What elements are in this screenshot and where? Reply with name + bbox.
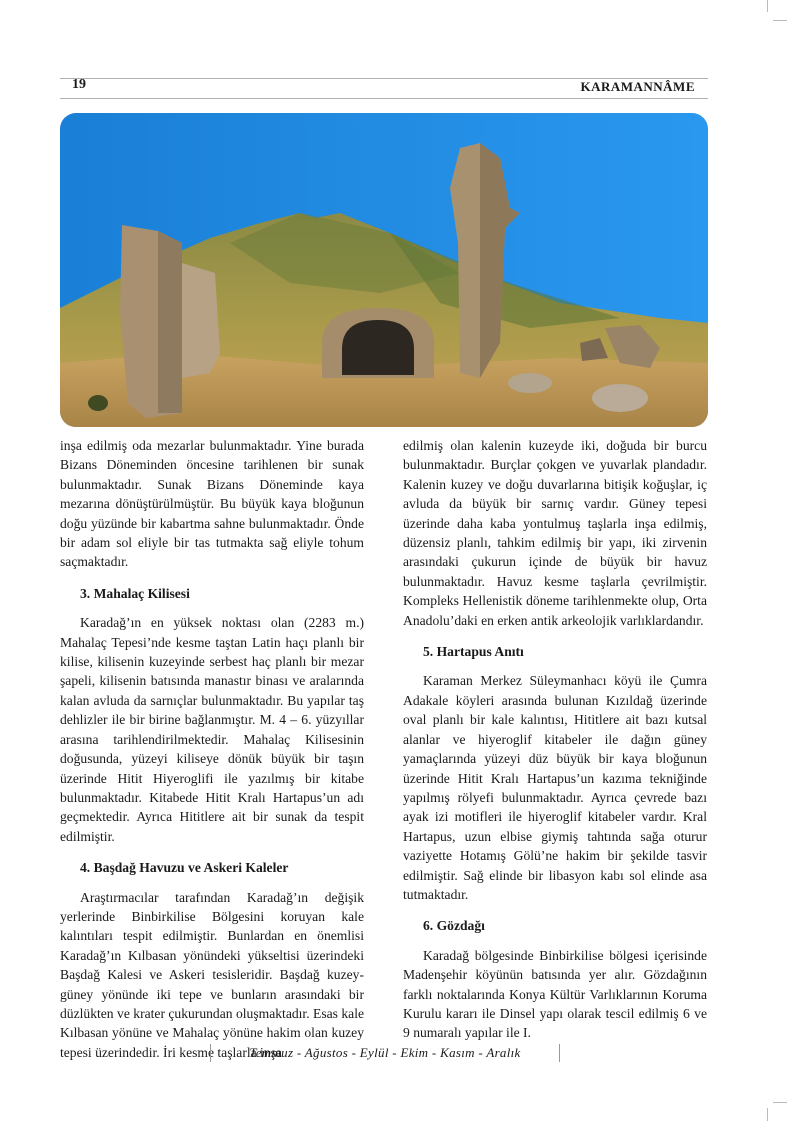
section-heading-4: 4. Başdağ Havuzu ve Askeri Kaleler: [80, 860, 289, 876]
paragraph-section-3: Karadağ’ın en yüksek noktası olan (2283 m.) Mahalaç Tepesi’nde kesme taştan Latin haçı planlı bir kilise, kilisenin kuzeyinde serbest haç planlı bir mezar şapeli, kilisenin batısında manastır binası ve aralarında kalan avluda da sarnıçlar bulunmaktadır. Bu yapılar taş dehlizler ile bir birine bağlanmıştır. M. 4 – 6. yüzyıllar arasına tarihlendirilmektedir. Mahalaç Kilisesinin doğusunda, yüzeyi kiliseye dönük büyük bir taşın üzerinde Hitit Hiyeroglifi ile yazılmış bir kitabe bulunmaktadır. Kitabede Hitit Kralı Hartapus’un adı geçmektedir. Ayrıca Hititlere ait bir sunak da tespit edilmiştir.: [60, 615, 364, 844]
section-heading-5: 5. Hartapus Anıtı: [423, 644, 524, 660]
section-heading-3: 3. Mahalaç Kilisesi: [80, 585, 190, 601]
crop-mark: [767, 1108, 768, 1121]
crop-mark: [767, 0, 768, 12]
ruins-landscape-photo-icon: [60, 113, 708, 427]
paragraph-section-6: Karadağ bölgesinde Binbirkilise bölgesi içerisinde Madenşehir köyünün batısında yer alır. Gözdağının farklı noktalarında Konya Kültür Varlıklarının Koruma Kurulu kararı ile Dinsel yapı olarak tescil edilmiş 6 ve 9 numaralı yapılar ile I.: [403, 947, 707, 1041]
paragraph-section-5: Karaman Merkez Süleymanhacı köyü ile Çumra Adakale köyleri arasında bulunan Kızıldağ üzerinde oval planlı bir kale kalıntısı, Hititlere ait bazı kutsal alanlar ve hiyeroglif kitabeler ile dağın güney yamaçlarında yüzeyi düz büyük bir kaya bloğunun üzerinde Hitit Kralı Hartapus’un kazıma tekniğinde yapılmış rölyefi bulunmaktadır. Ayrıca çevrede bazı ayak izi motifleri ile hiyeroglif kitabeler vardır. Kral Hartapus, uzun elbise giymiş tahtında sağa oturur vaziyette Hotamış Gölü’ne hakim bir şekilde tasvir edilmiştir. Sağ elinde bir libasyon kabı sol elinde asa tutmaktadır.: [403, 673, 707, 902]
left-column: [60, 436, 364, 1062]
paragraph-section-4-continued: edilmiş olan kalenin kuzeyde iki, doğuda bir burcu bulunmaktadır. Burçlar çokgen ve yuvarlak plandadır. Kalenin kuzey ve doğu duvarlarına bitişik koğuşlar, iç avluda da büyük bir sarnıç vardır. Güney tepesi üzerinde daha kaba yontulmuş taşlarla inşa edilmiş, düzensiz planlı, tahkim edilmiş bir yapı, iki zirvenin arasındaki çukurun içinde de büyük bir havuz bulunmaktadır. Havuz kesme taşlarla çevrilmiştir. Kompleks Hellenistik döneme tarihlenmekte olup, Orta Anadolu’daki en erken antik arkeolojik varlıklardandır.: [403, 438, 707, 628]
page-number: 19: [72, 77, 86, 92]
paragraph-section-4: Araştırmacılar tarafından Karadağ’ın değişik yerlerinde Binbirkilise Bölgesini koruyan kale kalıntıları tespit edilmiştir. Bunlardan en önemlisi Karadağ’ın Kılbasan yönündeki yükseltisi üzerindeki Başdağ Kalesi ve Askeri tesisleridir. Başdağ kuzey-güney yönünde iki tepe ve bunların arasındaki bir düzlükten ve krater çukurundan oluşmaktadır. Esas kale Kılbasan yönüne ve Mahalaç yönüne hakim olan kuzey tepesi üzerindedir. İri kesme taşlarla inşa: [60, 889, 364, 1060]
right-column: [403, 436, 707, 1043]
paragraph-intro: inşa edilmiş oda mezarlar bulunmaktadır. Yine burada Bizans Döneminden öncesine tarihlenen bir sunak bulunmaktadır. Sunak Bizans Döneminde kaya mezarına dönüştürülmüştür. Bu büyük kaya bloğunun doğu yüzünde bir kabartma sahne bulunmaktadır. Önde bir adam sol eliyle bir tas tutmakta sağ eliyle tohum saçmaktadır.: [60, 438, 364, 570]
footer-months: Temmuz - Ağustos - Eylül - Ekim - Kasım - Aralık: [210, 1044, 560, 1062]
crop-mark: [773, 1102, 787, 1103]
section-heading-6: 6. Gözdağı: [423, 918, 485, 934]
crop-mark: [773, 20, 787, 21]
magazine-title: KARAMANNÂME: [580, 79, 695, 94]
header-rule-bottom: [60, 98, 708, 99]
ruins-photo: [60, 113, 708, 427]
